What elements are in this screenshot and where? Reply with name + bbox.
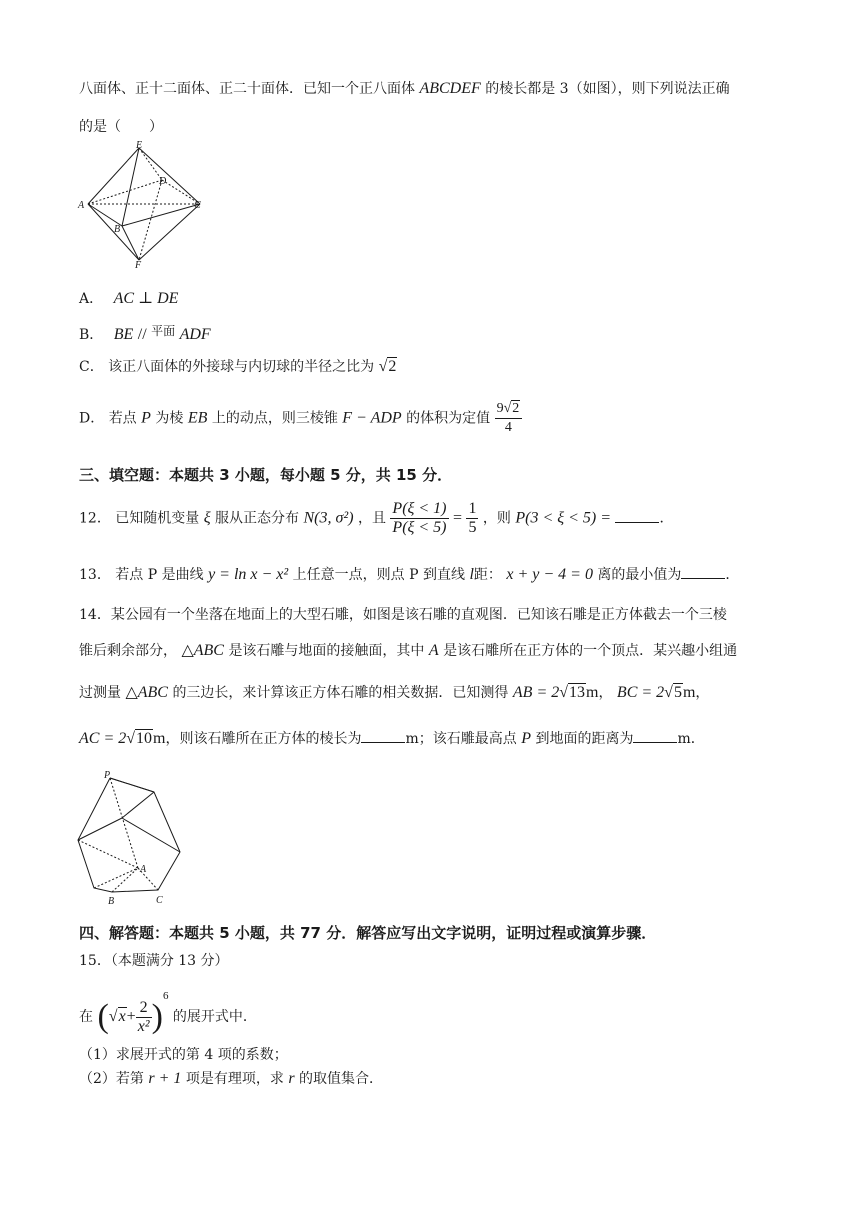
option-d-fraction: $\frac{9√2}{4}$ (495, 400, 523, 437)
option-d-text1: 若点 (108, 410, 137, 427)
q14-ab-rad: 13 (569, 684, 586, 701)
q13-line-eq: x + y − 4 = 0 (506, 566, 593, 583)
cube-label-B: B (108, 896, 115, 906)
q14-a: A (428, 642, 439, 659)
q15-part2-text3: 的取值集合． (299, 1071, 383, 1087)
q14-text4b: ，则该石雕所在正方体的棱长为 (165, 731, 362, 747)
q14-bc-rad: 5 (673, 684, 682, 701)
option-b-math1: BE (113, 326, 134, 343)
q13 (79, 564, 739, 584)
q14-text2c: 是该石雕所在正方体的一个顶点．某兴趣小组通 (443, 643, 738, 659)
section3-title: 三、填空题：本题共 3 小题，每小题 5 分，共 15 分． (79, 466, 453, 484)
option-b-label: B． (79, 327, 104, 343)
option-d-eb: EB (187, 409, 208, 427)
q12-value: $\frac{1}{5}$ (468, 500, 477, 536)
q12-text1: 已知随机变量 (115, 510, 200, 527)
q14-line1 (79, 604, 727, 624)
option-c: C． 该正八面体的外接球与内切球的半径之比为 √2 (79, 358, 397, 375)
q14-number: 14． (79, 607, 111, 623)
cube-label-C: C (156, 895, 163, 906)
q14-ac: AC = 2 (79, 730, 127, 747)
option-a-math: AC ⊥ DE (113, 290, 179, 307)
q14-ac-unit: m (153, 730, 166, 747)
option-b (79, 322, 211, 344)
q12 (79, 500, 673, 537)
q14-line4: AC = 2√10m，则该石雕所在正方体的棱长为 m；该石雕最高点 P 到地面的距离为 m． (79, 730, 705, 747)
q14-unit2: m． (677, 731, 705, 747)
q14-text2a: 锥后剩余部分， (79, 643, 177, 659)
option-d-text2: 为棱 (155, 410, 184, 427)
q14-answer-blank2[interactable] (633, 728, 677, 743)
q15-header: 15．（本题满分 13 分） (79, 953, 229, 969)
q15-left-paren: ( (97, 998, 109, 1035)
q15-part2-text2: 项是有理项，求 (185, 1071, 284, 1087)
label-F: F (135, 260, 142, 268)
q12-answer-blank[interactable] (615, 508, 659, 523)
label-E: E (136, 140, 143, 151)
q13-curve: y = ln x − x² (208, 566, 289, 583)
q15-plus: + (126, 1008, 136, 1025)
q14-comma1: ， (598, 685, 613, 701)
q14-ac-rad: 10 (136, 730, 153, 747)
option-a-label: A． (79, 291, 104, 307)
cube-label-A: A (140, 864, 147, 875)
option-b-math2: ADF (179, 326, 211, 343)
q11-stem-line1 (79, 78, 730, 98)
q15-part2-text1: （2）若第 (79, 1071, 144, 1087)
option-d-p: P (141, 409, 151, 427)
q14-triangle2: △ABC (125, 684, 168, 701)
q14-bc-unit: m (682, 684, 696, 701)
option-b-text: 平面 (151, 324, 176, 338)
q14-answer-blank1[interactable] (361, 728, 405, 743)
q12-end: ． (659, 510, 674, 527)
option-b-parallel: // (137, 326, 147, 343)
q13-text3: 距： (473, 567, 502, 583)
option-d-text4: 的体积为定值 (406, 410, 491, 427)
q12-ask: P(3 < ξ < 5) = (515, 509, 612, 527)
q12-text4: ，则 (482, 510, 511, 527)
option-c-text: 该正八面体的外接球与内切球的半径之比为 (108, 359, 375, 375)
option-c-sqrt: 2 (388, 358, 397, 375)
q14-text2b: 是该石雕与地面的接触面，其中 (228, 643, 425, 659)
q14-ab-unit: m (586, 684, 599, 701)
q13-number: 13． (79, 567, 111, 583)
q15-part2 (79, 1068, 383, 1088)
q11-stem-text2: 的棱长都是 3（如图），则下列说法正确 (485, 81, 730, 97)
q14-comma2: ， (695, 685, 710, 701)
q14-triangle: △ABC (181, 642, 224, 659)
q13-text1: 若点 P 是曲线 (115, 567, 204, 583)
q14-text3a: 过测量 (79, 685, 121, 701)
q13-answer-blank[interactable] (681, 564, 725, 579)
option-a (79, 288, 178, 308)
label-A: A (78, 200, 85, 211)
option-d-text3: 上的动点，则三棱锥 (211, 410, 338, 427)
q14-text3b: 的三边长，来计算该正方体石雕的相关数据．已知测得 (172, 685, 509, 701)
q12-number: 12． (79, 510, 111, 527)
q11-stem-line2: 的是（ ） (79, 119, 163, 135)
q14-line2 (79, 640, 737, 660)
q15-part1: （1）求展开式的第 4 项的系数； (79, 1047, 288, 1063)
q14-p: P (521, 730, 531, 747)
q14-text4c: 到地面的距离为 (535, 731, 634, 747)
label-B: B (114, 224, 121, 235)
q15-text1: 在 (79, 1009, 93, 1025)
q15-sqrt-x: x (118, 1008, 126, 1025)
label-D: D (159, 176, 167, 187)
q15-part2-r: r (288, 1070, 295, 1087)
option-d-label: D． (79, 410, 105, 427)
q15-text2: 的展开式中． (172, 1009, 257, 1025)
q15-expression-line: 在 (√x+ $\frac{2}{\text{x²}}$ )$^6$ 的展开式中． (79, 990, 257, 1035)
section4-title: 四、解答题：本题共 5 小题，共 77 分．解答应写出文字说明，证明过程或演算步骤． (79, 924, 657, 942)
q12-text3: ，且 (357, 510, 386, 527)
q14-text1: 某公园有一个坐落在地面上的大型石雕，如图是该石雕的直观图．已知该石雕是正方体截去一个三棱 (110, 607, 727, 623)
q12-text2: 服从正态分布 (215, 510, 300, 527)
q15-right-paren: ) (151, 998, 163, 1035)
octahedron-figure (76, 140, 206, 268)
q14-line3: 过测量 △ABC 的三边长，来计算该正方体石雕的相关数据．已知测得 AB = 2√13m， BC = 2√5m， (79, 684, 710, 701)
q12-distribution: N(3, σ²) (303, 509, 354, 527)
q12-xi: ξ (203, 509, 211, 527)
q13-l: l (469, 566, 474, 583)
option-c-label: C． (79, 359, 104, 375)
q14-unit1: m；该石雕最高点 (405, 731, 517, 747)
q12-eq: = (452, 509, 462, 527)
q15-exponent: 6 (162, 990, 169, 1002)
q13-end: ． (725, 567, 740, 583)
q11-stem-text: 八面体、正十二面体、正二十面体．已知一个正八面体 (79, 81, 415, 97)
q15-fraction: $\frac{2}{\text{x²}}$ (137, 998, 150, 1035)
label-C: C (194, 200, 201, 211)
q13-text4: 离的最小值为 (597, 567, 682, 583)
option-d (79, 400, 522, 437)
q12-ratio: $\frac{P(\xi < 1)}{P(\xi < 5)}$ (392, 500, 447, 536)
q14-ab: AB = 2 (512, 684, 560, 701)
q13-text2: 上任意一点，则点 P 到直线 (292, 567, 465, 583)
cube-label-P: P (104, 770, 111, 781)
cube-figure (72, 770, 188, 906)
q11-octahedron-name: ABCDEF (419, 80, 481, 97)
q14-bc: BC = 2 (616, 684, 665, 701)
q15-part2-r1: r + 1 (148, 1070, 182, 1087)
option-d-pyramid: F − ADP (342, 409, 402, 427)
